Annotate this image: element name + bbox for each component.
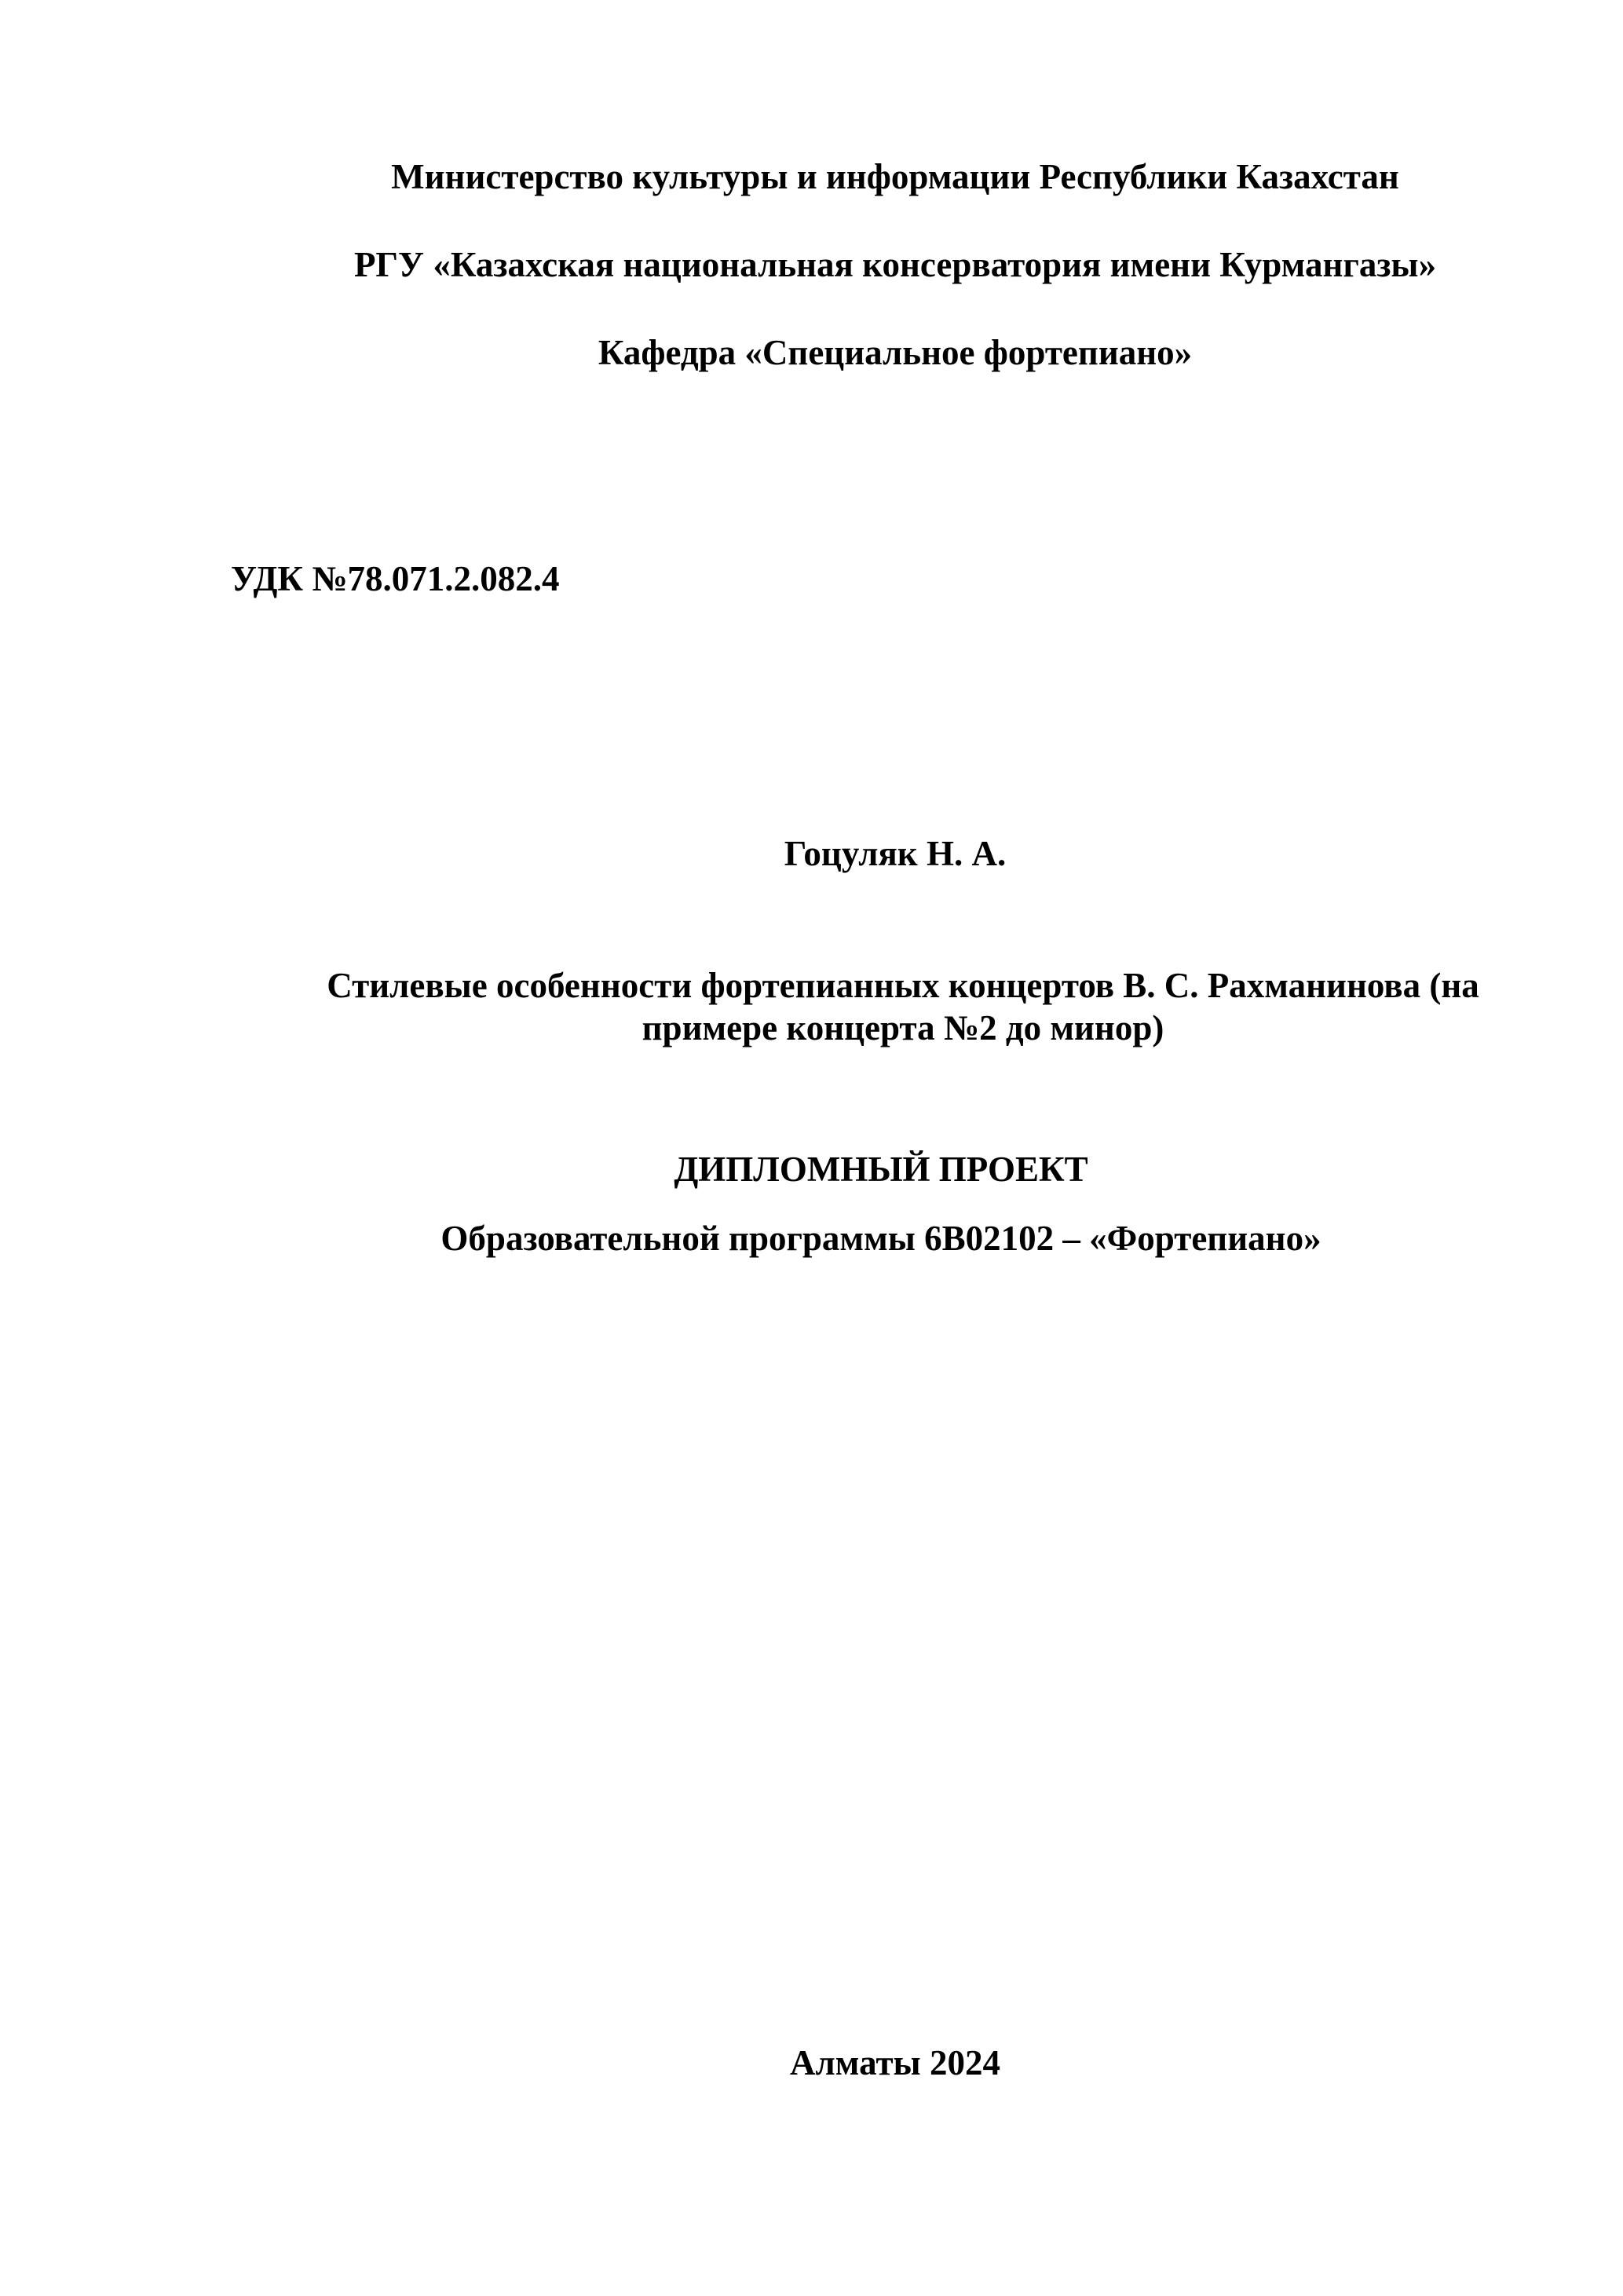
ministry-heading: Министерство культуры и информации Республики Казахстан	[391, 157, 1399, 196]
thesis-title-line-2: примере концерта №2 до минор)	[642, 1008, 1164, 1047]
work-type: ДИПЛОМНЫЙ ПРОЕКТ	[674, 1150, 1088, 1189]
udk-code: УДК №78.071.2.082.4	[231, 559, 560, 598]
department-heading: Кафедра «Специальное фортепиано»	[598, 333, 1193, 372]
institution-heading: РГУ «Казахская национальная консерватория имени Курмангазы»	[353, 245, 1437, 284]
thesis-title-line-1: Стилевые особенности фортепианных концертов В. С. Рахманинова (на	[327, 966, 1479, 1005]
city-year: Алматы 2024	[790, 2043, 1000, 2082]
thesis-title	[236, 964, 1570, 1049]
author-name: Гоцуляк Н. А.	[784, 834, 1007, 873]
program-name: Образовательной программы 6В02102 – «Фортепиано»	[440, 1219, 1321, 1258]
